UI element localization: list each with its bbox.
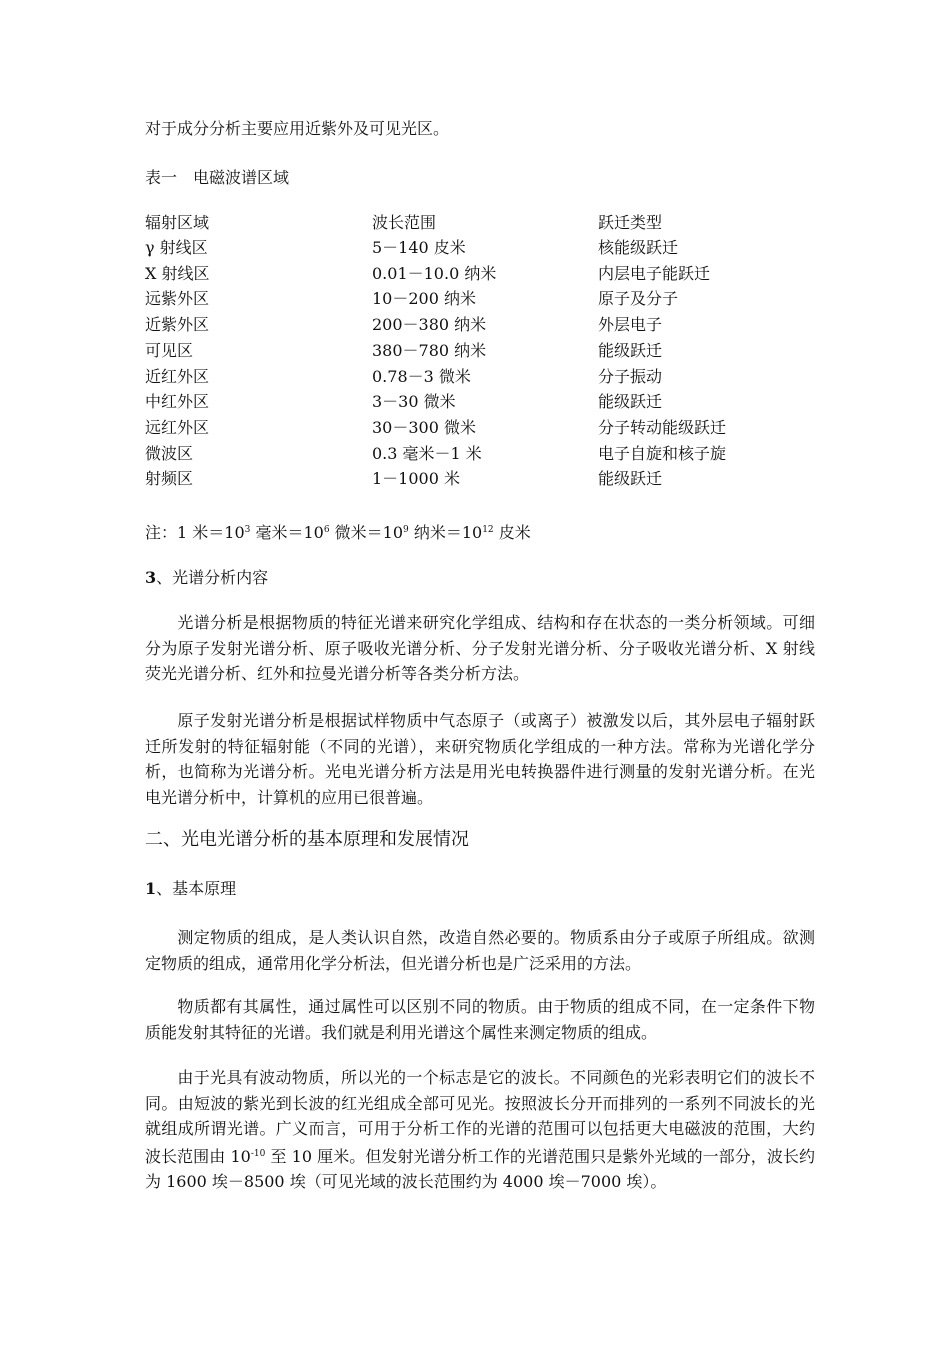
table-cell: 0.01－10.0 纳米 <box>372 264 497 283</box>
table-cell: 核能级跃迁 <box>598 238 679 257</box>
table-row <box>145 237 815 259</box>
table-cell: 外层电子 <box>598 315 663 334</box>
table-header: 波长范围 <box>372 213 437 232</box>
table-cell: 能级跃迁 <box>598 392 663 411</box>
table-cell: 中红外区 <box>145 392 210 411</box>
table-row <box>145 468 815 490</box>
table-cell: X 射线区 <box>145 264 210 283</box>
table-cell: 0.78－3 微米 <box>372 367 471 386</box>
paragraph: 原子发射光谱分析是根据试样物质中气态原子（或离子）被激发以后，其外层电子辐射跃迁所发射的特征辐射能（不同的光谱），来研究物质化学组成的一种方法。常称为光谱化学分析，也简称为光谱分析。光电光谱分析方法是用光电转换器件进行测量的发射光谱分析。在光电光谱分析中，计算机的应用已很普遍。 <box>145 711 815 807</box>
table-row <box>145 314 815 336</box>
table-header: 辐射区域 <box>145 213 210 232</box>
table-cell: 能级跃迁 <box>598 469 663 488</box>
unit-note: 注：1 米$=10^3$ 毫米$=10^6$ 微米$=10^9$ 纳米$=10^{12}$ 皮米 <box>145 523 531 542</box>
table-row <box>145 288 815 310</box>
paragraph: 光谱分析是根据物质的特征光谱来研究化学组成、结构和存在状态的一类分析领域。可细分为原子发射光谱分析、原子吸收光谱分析、分子发射光谱分析、分子吸收光谱分析、X 射线荧光光谱分析、红外和拉曼光谱分析等各类分析方法。 <box>145 613 815 683</box>
table-cell: 射频区 <box>145 469 194 488</box>
table-cell: 30－300 微米 <box>372 418 476 437</box>
table-row <box>145 417 815 439</box>
intro-text: 对于成分分析主要应用近紫外及可见光区。 <box>145 119 450 138</box>
section-heading-3: 3、光谱分析内容 <box>145 568 269 587</box>
table-row <box>145 263 815 285</box>
table-cell: 380－780 纳米 <box>372 341 487 360</box>
table-header: 跃迁类型 <box>598 213 663 232</box>
table-cell: 可见区 <box>145 341 194 360</box>
table-cell: 200－380 纳米 <box>372 315 487 334</box>
table-cell: 近紫外区 <box>145 315 210 334</box>
paragraph: 由于光具有波动物质，所以光的一个标志是它的波长。不同颜色的光彩表明它们的波长不同。由短波的紫光到长波的红光组成全部可见光。按照波长分开而排列的一系列不同波长的光就组成所谓光谱。广义而言，可用于分析工作的光谱的范围可以包括更大电磁波的范围，大约波长范围由 $10^{-10}$ 至 10 厘米。但发射光谱分析工作的光谱范围只是紫外光域的一部分，波长约为 1600 埃－8500 埃（可见光域的波长范围约为 4000 埃－7000 埃）。 <box>145 1068 815 1191</box>
table-row <box>145 366 815 388</box>
table-row <box>145 340 815 362</box>
table-cell: 1－1000 米 <box>372 469 460 488</box>
table-cell: 5－140 皮米 <box>372 238 466 257</box>
table-cell: 3－30 微米 <box>372 392 456 411</box>
table-cell: 近红外区 <box>145 367 210 386</box>
paragraph: 物质都有其属性，通过属性可以区别不同的物质。由于物质的组成不同，在一定条件下物质能发射其特征的光谱。我们就是利用光谱这个属性来测定物质的组成。 <box>145 997 815 1042</box>
table-cell: 分子转动能级跃迁 <box>598 418 727 437</box>
table-cell: 原子及分子 <box>598 289 679 308</box>
table-cell: 微波区 <box>145 444 194 463</box>
table-cell: 能级跃迁 <box>598 341 663 360</box>
table-caption: 表一 电磁波谱区域 <box>145 168 290 187</box>
paragraph: 测定物质的组成，是人类认识自然，改造自然必要的。物质系由分子或原子所组成。欲测定物质的组成，通常用化学分析法，但光谱分析也是广泛采用的方法。 <box>145 928 815 973</box>
chapter-heading: 二、光电光谱分析的基本原理和发展情况 <box>145 829 469 850</box>
table-row <box>145 443 815 465</box>
table-row <box>145 391 815 413</box>
table-cell: 远红外区 <box>145 418 210 437</box>
table-cell: 电子自旋和核子旋 <box>598 444 727 463</box>
table-cell: 远紫外区 <box>145 289 210 308</box>
table-cell: 0.3 毫米－1 米 <box>372 444 482 463</box>
table-cell: 10－200 纳米 <box>372 289 476 308</box>
table-header-row <box>145 212 815 234</box>
table-cell: 分子振动 <box>598 367 663 386</box>
table-cell: γ 射线区 <box>145 238 208 257</box>
section-heading-1: 1、基本原理 <box>145 879 237 898</box>
table-cell: 内层电子能跃迁 <box>598 264 711 283</box>
